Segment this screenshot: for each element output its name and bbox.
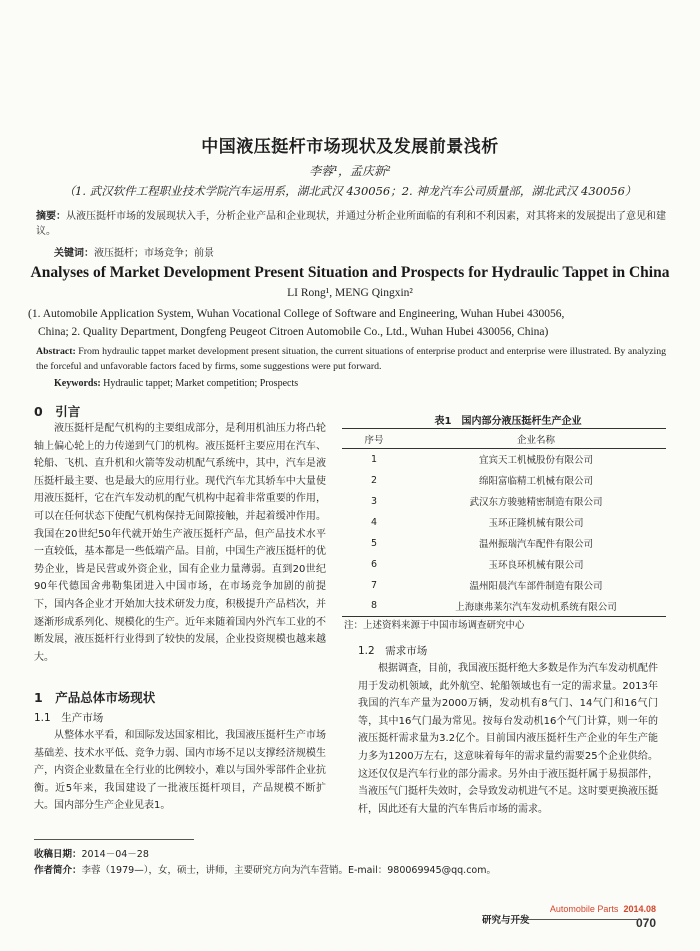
keywords-cn-label: 关键词： [54, 248, 94, 259]
table-header-row [342, 429, 666, 449]
table-cell-index: 2 [370, 474, 378, 486]
table-row [342, 491, 666, 512]
table-cell-name: 玉环正隆机械有限公司 [488, 518, 584, 529]
authors-cn: 李蓉¹，孟庆新² [309, 164, 391, 178]
table-cell-name: 武汉东方骏驰精密制造有限公司 [469, 497, 603, 508]
table-row [342, 554, 666, 575]
footer-issue: 2014.08 [623, 904, 656, 914]
authors-en: LI Rong¹, MENG Qingxin² [287, 287, 413, 299]
section-1-heading: 1 产品总体市场现状 [34, 690, 156, 705]
abstract-cn [36, 209, 666, 239]
table-cell-name: 温州阳晨汽车部件制造有限公司 [469, 581, 603, 592]
table-note: 注：上述资料来源于中国市场调查研究中心 [344, 620, 525, 631]
footnote-author [34, 862, 664, 876]
section-0-heading: 0 引言 [34, 404, 81, 419]
abstract-cn-text: 从液压挺杆市场的发展现状入手，分析企业产品和企业现状，并通过分析企业所面临的有利和不利因素，对其将来的发展提出了意见和建议。 [36, 211, 666, 237]
footer-journal-name: Automobile Parts [549, 904, 619, 914]
table-row [342, 575, 666, 596]
section-1-1-heading: 1.1 生产市场 [34, 712, 104, 724]
abstract-en-text: From hydraulic tappet market development present situation, the current situations of enterprise product and enterprise were illustrated. By analyzing the forceful and unfavorable factors faced by firms, some suggestions were put forward. [36, 346, 666, 372]
paper-title-cn: 中国液压挺杆市场现状及发展前景浅析 [201, 137, 499, 157]
footnote-received-label: 收稿日期： [34, 849, 82, 860]
footnote-author-label: 作者简介： [34, 865, 82, 876]
keywords-en [54, 378, 666, 389]
table-cell-name: 宜宾天工机械股份有限公司 [478, 455, 593, 467]
table-cell-index: 3 [370, 495, 378, 507]
table-cell-index: 7 [370, 579, 378, 591]
table-cell-name: 玉环良环机械有限公司 [488, 560, 584, 571]
abstract-cn-label: 摘要： [36, 211, 66, 222]
affiliation-cn: （1. 武汉软件工程职业技术学院汽车运用系，湖北武汉 430056；2. 神龙汽车公司质量部，湖北武汉 430056） [63, 184, 637, 198]
table-1-title: 表1 国内部分液压挺杆生产企业 [434, 416, 582, 427]
footer-journal [520, 904, 656, 914]
abstract-en-label: Abstract: [36, 346, 76, 357]
table-header-index: 序号 [342, 429, 406, 449]
section-0-text: 液压挺杆是配气机构的主要组成部分，是利用机油压力将凸轮轴上偏心轮上的力传递到气门的机构。液压挺杆主要应用在汽车、轮船、飞机、直升机和火箭等发动机配气系统中，其中，汽车是液压挺杆最主要、也是最大的应用行业。现代汽车尤其轿车中大量使用液压挺杆，它在汽车发动机的配气机构中起着非常重要的作用，可以在任何状态下使配气机构保持无间隙接触，并起着缓冲作用。我国在20世纪50年代就开始生产液压挺杆产品，但产品技术水平一直较低，基本都是一些低端产品。目前，中国生产液压挺杆的优势企业，皆是民营或外资企业，国有企业力量薄弱。直到20世纪90年代德国舍弗勒集团进入中国市场，在市场竞争加剧的前提下，国内各企业才开始加大技术研发力度，积极提升产品档次，并逐渐形成系列化、规模化的生产。近年来随着国内外汽车工业的不断发展，液压挺杆行业得到了较快的发展，企业投资规模也越来越大。 [34, 423, 326, 663]
table-cell-index: 1 [370, 453, 378, 465]
footnote-received-date: 2014－04－28 [81, 849, 149, 860]
keywords-cn [54, 244, 666, 259]
table-row [342, 512, 666, 533]
section-1-2-text: 根据调查，目前，我国液压挺杆绝大多数是作为汽车发动机配件用于发动机领域，此外航空、轮船领域也有一定的需求量。2013年我国的汽车产量为2000万辆，发动机有8气门、14气门和16气门等，其中16气门最为常见。按每台发动机16个气门计算，则一年的液压挺杆需求量为3.2亿个。目前国内液压挺杆生产企业的年生产能力多为1200万左右，这意味着每年的需求量约需要25个企业供给。这还仅仅是汽车行业的部分需求。另外由于液压挺杆属于易损部件，当液压气门挺杆失效时，会导致发动机进气不足。这时要更换液压挺杆，因此还有大量的汽车售后市场的需求。 [358, 663, 658, 815]
footnote-received [34, 846, 664, 860]
keywords-en-text: Hydraulic tappet; Market competition; Prospects [103, 378, 299, 389]
table-row [342, 533, 666, 554]
table-cell-index: 4 [370, 516, 378, 528]
table-cell-name: 上海康弗莱尔汽车发动机系统有限公司 [406, 596, 666, 617]
table-cell-name: 绵阳富临精工机械有限公司 [478, 476, 593, 487]
section-1-2-heading: 1.2 需求市场 [358, 645, 428, 657]
section-1-1-text: 从整体水平看，和国际发达国家相比，我国液压挺杆生产市场基础差、技术水平低、竞争力弱、国内市场不足以支撑经济规模生产，内资企业数量在全行业的比例较小，难以与国外零部件企业抗衡。近5年来，我国建设了一批液压挺杆项目，产品规模不断扩大。国内部分生产企业见表1。 [34, 730, 326, 812]
affiliation-en-line1: (1. Automobile Application System, Wuhan Vocational College of Software and Engineering, Wuhan Hubei 430056, [28, 308, 565, 320]
table-cell-index: 8 [342, 596, 406, 617]
abstract-en [36, 344, 666, 374]
keywords-cn-text: 液压挺杆；市场竞争；前景 [94, 248, 214, 259]
table-row [342, 470, 666, 491]
footnote-author-text: 李蓉（1979—），女，硕士，讲师，主要研究方向为汽车营销。E-mail：980069945@qq.com。 [81, 865, 496, 876]
affiliation-en [28, 305, 678, 341]
table-cell-index: 5 [370, 537, 378, 549]
enterprise-table [342, 428, 666, 617]
table-cell-name: 温州振瑞汽车配件有限公司 [478, 539, 593, 550]
footnote-divider [34, 839, 194, 840]
page-number: 070 [635, 916, 656, 930]
table-header-name: 企业名称 [406, 429, 666, 449]
table-row [342, 449, 666, 470]
keywords-en-label: Keywords: [54, 378, 101, 389]
table-cell-index: 6 [370, 558, 378, 570]
footer-section-name: 研究与开发 [482, 915, 530, 926]
table-row [342, 596, 666, 617]
affiliation-en-line2: China; 2. Quality Department, Dongfeng Peugeot Citroen Automobile Co., Ltd., Wuhan Hubei 430056, China) [38, 326, 549, 338]
paper-title-en: Analyses of Market Development Present Situation and Prospects for Hydraulic Tappet in China [30, 264, 670, 281]
